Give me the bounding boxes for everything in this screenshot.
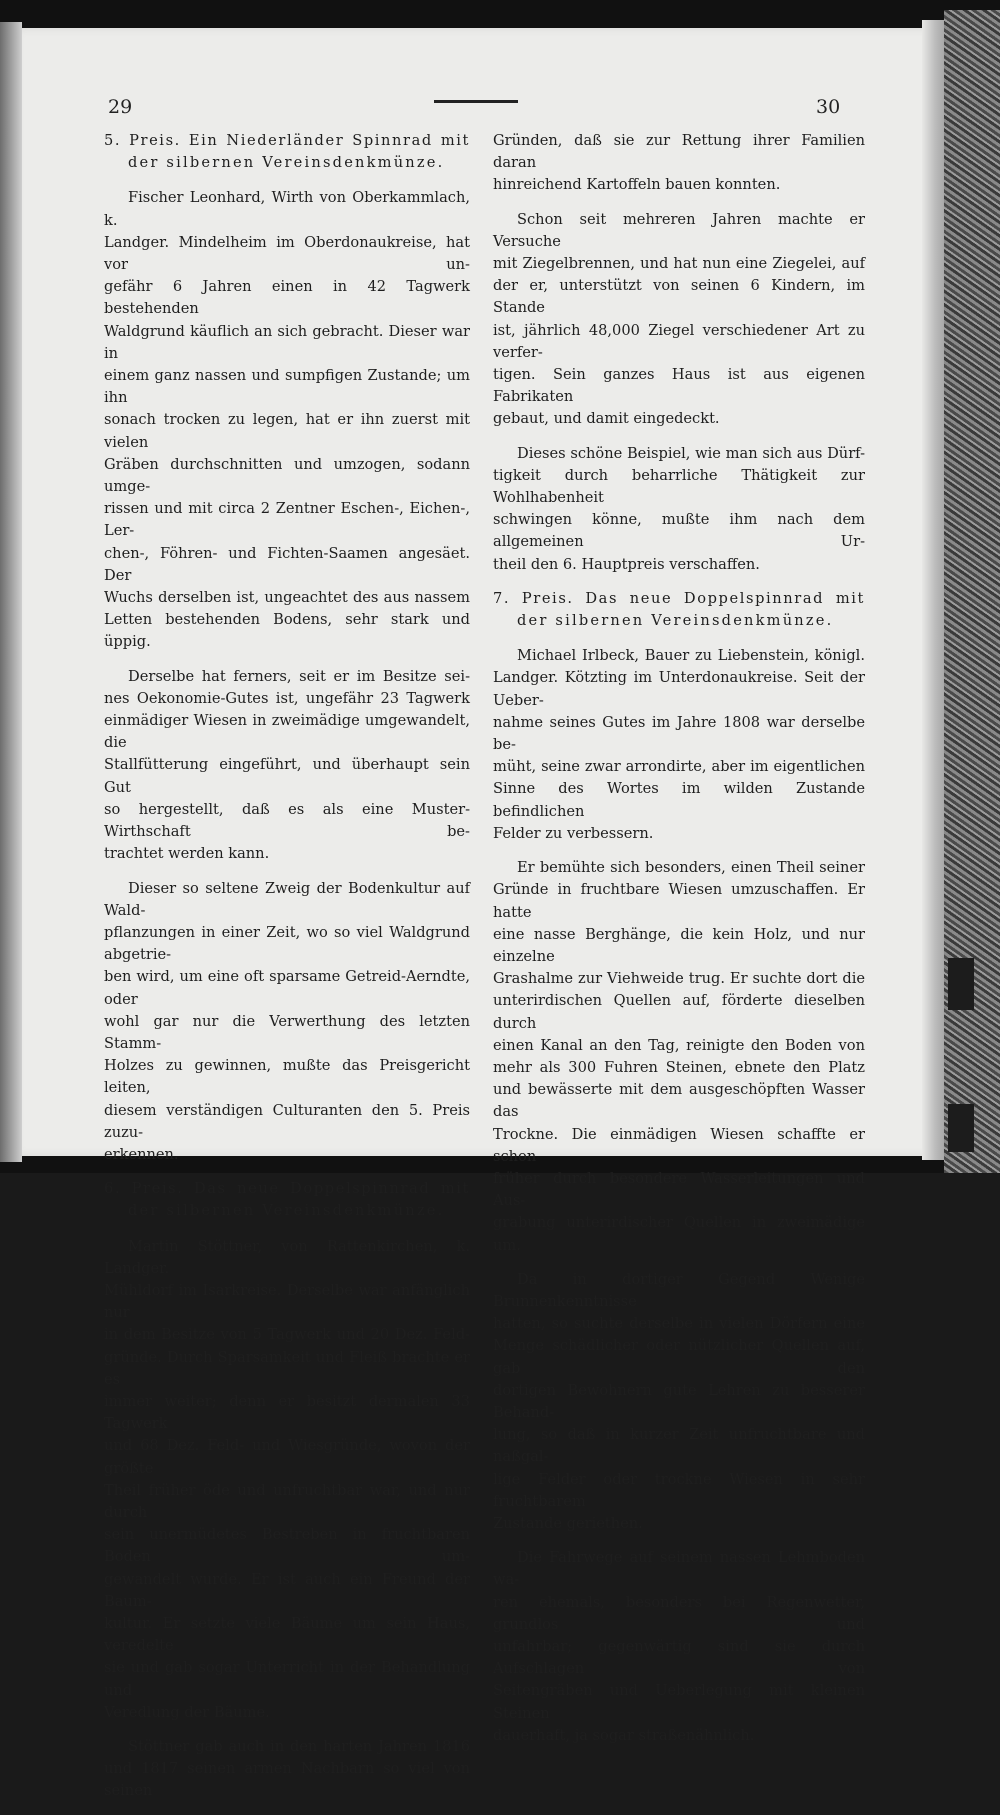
heading-line: 7. Preis. Das neue Doppelspinnrad mit [493,589,865,607]
text-line: kultur. Er setzte viele Bäume um sein Haus, veredelte [104,1615,470,1655]
bookmark-tab [948,958,974,1010]
text-line: Waldgrund käuflich an sich gebracht. Dieser war in [104,322,470,362]
paragraph [104,878,470,1167]
text-line: so hergestellt, daß es als eine Muster-Wirthschaft be- [104,800,470,841]
text-line: einmädiger Wiesen in zweimädige umgewandelt, die [104,712,470,752]
text-line: ist, jährlich 48,000 Ziegel verschiedener Art zu verfer- [493,321,865,361]
text-line: und 1817 seinen armen Nachbarn so viel von seinen [104,1760,470,1800]
paragraph [493,1269,865,1535]
text-line: Trockne. Die einmädigen Wiesen schaffte er schon [493,1125,865,1165]
text-line: Zustande geriethen. [493,1514,643,1532]
text-line: der er, unterstützt von seinen 6 Kindern, im Stande [493,277,865,317]
paragraph [104,187,470,653]
text-line: chen-, Föhren- und Fichten-Saamen angesäet. Der [104,544,470,584]
text-line: einen Kanal an den Tag, reinigte den Boden von [493,1036,865,1054]
paragraph [104,666,470,866]
text-line: tigen. Sein ganzes Haus ist aus eigenen Fabrikaten [493,366,865,406]
text-line: Dieser so seltene Zweig der Bodenkultur auf Wald- [104,879,470,919]
text-line: nahme seines Gutes im Jahre 1808 war derselbe be- [493,713,865,754]
text-line: dauerhaft, ja sogar straßenähnlich. [493,1726,755,1744]
paragraph [493,857,865,1257]
text-line: und bewässerte mit dem ausgeschöpften Wasser das [493,1081,865,1121]
text-line: Gräben durchschnitten und umzogen, sodann umge- [104,455,470,496]
text-line: Mühldorf im Isarkreise. Derselbe war anfänglich nur [104,1281,470,1322]
text-line: mit Ziegelbrennen, und hat nun eine Ziegelei, auf [493,255,865,273]
text-line: Seitengräben und Ueberlegung mit kleinen Steinen [493,1682,865,1722]
text-line: Fischer Leonhard, Wirth von Oberkammlach, k. [104,189,470,229]
text-line: Martin Stöttner, von Rattenkirchen, k. Landger. [104,1237,470,1277]
prize-heading [104,1178,470,1222]
text-line: hatten, so suchte derselbe in vielen Dörfern eine [493,1315,865,1333]
text-line: Theil früher öde und unfruchtbar war, und nur durch [104,1481,470,1521]
heading-line: der silbernen Vereinsdenkmünze. [128,1202,445,1220]
text-line: Derselbe hat ferners, seit er im Besitze sei- [128,667,470,685]
text-line: sonach trocken zu legen, hat er ihn zuerst mit vielen [104,411,470,451]
text-line: Gründen, daß sie zur Rettung ihrer Familien daran [493,132,865,172]
text-line: grabung unterirdischer Quellen in zweimädige um. [493,1214,865,1254]
text-line: Er bemühte sich besonders, einen Theil seiner [517,859,865,877]
text-line: lung, so daß in kurzer Zeit unfruchtbare und naßgal- [493,1426,865,1466]
text-line: ben wird, um eine oft sparsame Getreid-Aerndte, oder [104,968,470,1008]
text-line: mehr als 300 Fuhren Steinen, ebnete den Platz [493,1058,865,1076]
text-line: Michael Irlbeck, Bauer zu Liebenstein, königl. [517,647,865,665]
prize-heading [493,588,865,632]
text-line: gebaut, und damit eingedeckt. [493,410,720,428]
text-line: Schon seit mehreren Jahren machte er Versuche [493,210,865,250]
text-line: früher durch besondere Wasserleitungen und Aus- [493,1169,865,1210]
text-line: Grashalme zur Viehweide trug. Er suchte dort die [493,970,865,988]
text-line: gründe. Durch Sparsamkeit und Fleiß brachte er es [104,1348,470,1388]
heading-line: der silbernen Vereinsdenkmünze. [128,154,445,172]
text-line: müht, seine zwar arrondirte, aber im eigentlichen [493,758,865,776]
text-line: trachtet werden kann. [104,845,270,863]
text-line: Stallfütterung eingeführt, und überhaupt sein Gut [104,756,470,796]
text-line: Dieses schöne Beispiel, wie man sich aus Dürf- [517,444,865,462]
heading-line: 5. Preis. Ein Niederländer Spinnrad mit [104,132,470,149]
paragraph [493,443,865,576]
text-line: Da in dortiger Gegend Wenige Brunnenkenntnisse [493,1270,865,1310]
text-line: Felder zu verbessern. [493,824,654,842]
text-line: Letten bestehenden Bodens, sehr stark und üppig. [104,611,470,651]
prize-heading [104,130,470,174]
text-line: diesem verständigen Culturanten den 5. Preis zuzu- [104,1101,470,1141]
page-number-left: 29 [108,96,133,118]
left-column [104,130,470,1815]
text-line: erkennen. [104,1145,179,1163]
text-line: Menge schädlicher oder nützlicher Quellen auf, gab den [493,1337,865,1377]
text-line: hinreichend Kartoffeln bauen konnten. [493,176,781,194]
text-line: wohl gar nur die Verwerthung des letzten Stamm- [104,1012,470,1052]
right-column [493,130,865,1759]
heading-line: der silbernen Vereinsdenkmünze. [517,612,834,630]
left-page-edge [0,22,22,1162]
text-line: eine nasse Berghänge, die kein Holz, und nur einzelne [493,925,865,965]
text-line: einem ganz nassen und sumpfigen Zustande; um ihn [104,367,470,407]
page-number-right: 30 [816,96,841,118]
bookmark-tab [948,1104,974,1152]
text-line: gewandelt wurde. Er ist auch ein Freund der Baum- [104,1570,470,1610]
text-line: Gründe in fruchtbare Wiesen umzuschaffen. Er hatte [493,881,865,921]
paragraph [493,209,865,431]
text-line: nes Oekonomie-Gutes ist, ungefähr 23 Tagwerk [104,689,470,707]
text-line: Holzes zu gewinnen, mußte das Preisgericht leiten, [104,1057,470,1097]
heading-line: 6. Preis. Das neue Doppelspinnrad mit [104,1180,470,1198]
text-line: Landger. Mindelheim im Oberdonaukreise, hat vor un- [104,233,470,274]
text-line: immer weiter; denn er besitzt dermalen 33 Tagwerk [104,1392,470,1433]
text-line: Landger. Kötzting im Unterdonaukreise. Seit der Ueber- [493,669,865,709]
text-line: und 68 Dez. Feld- und Wiesgründe, wovon der größte [104,1437,470,1477]
paragraph [493,645,865,845]
paragraph [493,130,865,197]
text-line: theil den 6. Hauptpreis verschaffen. [493,555,760,573]
text-line: dortigen Bewohnern gute Lehren zu besserer Behand- [493,1381,865,1421]
text-line: tigkeit durch beharrliche Thätigkeit zur Wohlhabenheit [493,466,865,507]
text-line: Veredlung der Bäume. [104,1703,270,1721]
text-line: schwingen könne, mußte ihm nach dem allgemeinen Ur- [493,511,865,551]
text-line: sie und gab sogar Unterricht in der Behandlung und [104,1659,470,1699]
text-line: unterirdischen Quellen auf, förderte dieselben durch [493,992,865,1032]
text-line: rissen und mit circa 2 Zentner Eschen-, Eichen-, Ler- [104,500,470,540]
text-line: in dem Besitze von 5 Tagwerk und 20 Dez. Feld- [104,1326,470,1344]
text-line: gefähr 6 Jahren einen in 42 Tagwerk bestehenden [104,278,470,318]
text-line: lige Felder oder trockne Wiesen in sehr fruchtbarem [493,1470,865,1510]
text-line: Wuchs derselben ist, ungeachtet des aus nassem [104,589,470,607]
paragraph [104,1236,470,1724]
text-line: pflanzungen in einer Zeit, wo so viel Waldgrund abgetrie- [104,923,470,964]
text-line: Stöttner gab auch in den harten Jahren 1816 [128,1738,470,1756]
page-stack-edge [922,20,944,1160]
text-line: sein unermüdetes Bestreben in fruchtbaren Boden um- [104,1526,470,1566]
text-line: unfahrbar; gegenwärtig sind sie durch Aufschlagen von [493,1638,865,1678]
text-line: Die Fahrwege auf seinem nassen Lehmboden wa- [493,1549,865,1589]
paragraph [104,1736,470,1803]
text-line: ren ehemals, besonders bei Regenwetter, grundlos und [493,1593,865,1633]
text-line: Sinne des Wortes im wilden Zustande befindlichen [493,780,865,820]
paragraph [493,1547,865,1747]
header-rule [434,100,518,103]
